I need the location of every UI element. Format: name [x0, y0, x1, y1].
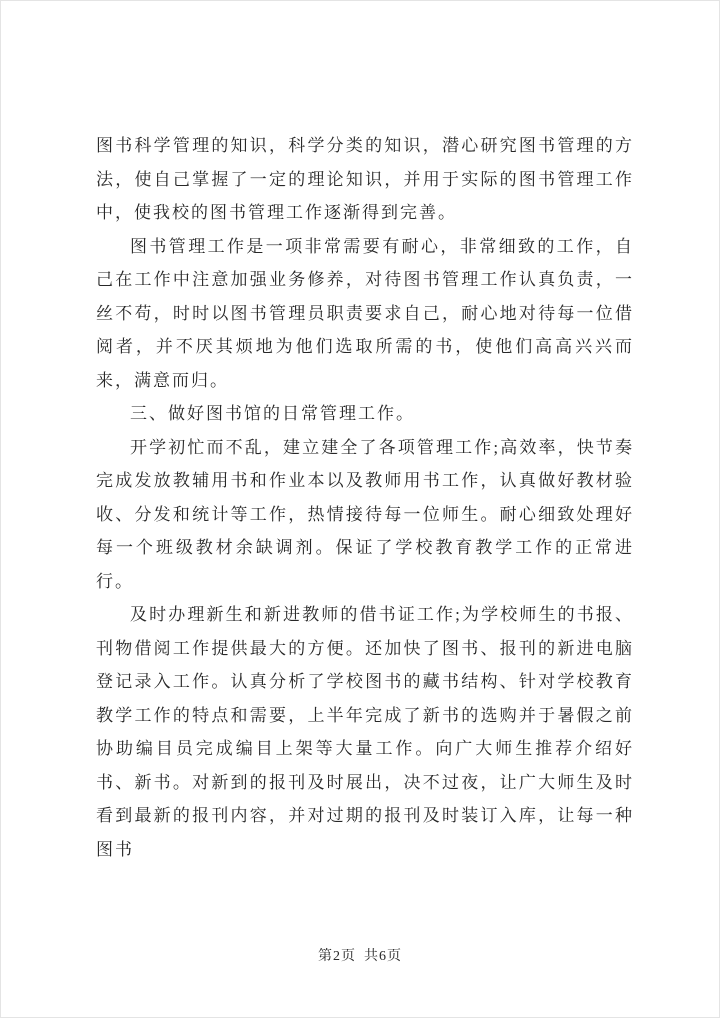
document-body: [96, 129, 634, 866]
paragraph-body: 图书管理工作是一项非常需要有耐心，非常细致的工作，自己在工作中注意加强业务修养，对待图书管理工作认真负责，一丝不苟，时时以图书管理员职责要求自己，耐心地对待每一位借阅者，并不厌其烦地为他们选取所需的书，使他们高高兴兴而来，满意而归。: [96, 236, 634, 390]
page-total-label: 共6页: [364, 949, 402, 964]
page-footer: [1, 945, 719, 965]
paragraph-continuation: 图书科学管理的知识，科学分类的知识，潜心研究图书管理的方法，使自己掌握了一定的理论知识，并用于实际的图书管理工作中，使我校的图书管理工作逐渐得到完善。: [96, 136, 634, 222]
paragraph-body: 及时办理新生和新进教师的借书证工作;为学校师生的书报、刊物借阅工作提供最大的方便。还加快了图书、报刊的新进电脑登记录入工作。认真分析了学校图书的藏书结构、针对学校教育教学工作的特点和需要，上半年完成了新书的选购并于暑假之前协助编目员完成编目上架等大量工作。向广大师生推荐介绍好书、新书。对新到的报刊及时展出，决不过夜，让广大师生及时看到最新的报刊内容，并对过期的报刊及时装订入库，让每一种图书: [96, 605, 634, 859]
page-number-label: 第2页: [318, 949, 356, 964]
paragraph-body: 开学初忙而不乱，建立建全了各项管理工作;高效率，快节奏完成发放教辅用书和作业本以及教师用书工作，认真做好教材验收、分发和统计等工作，热情接待每一位师生。耐心细致处理好每一个班级教材余缺调剂。保证了学校教育教学工作的正常进行。: [96, 437, 634, 591]
section-heading: 三、做好图书馆的日常管理工作。: [130, 404, 415, 423]
